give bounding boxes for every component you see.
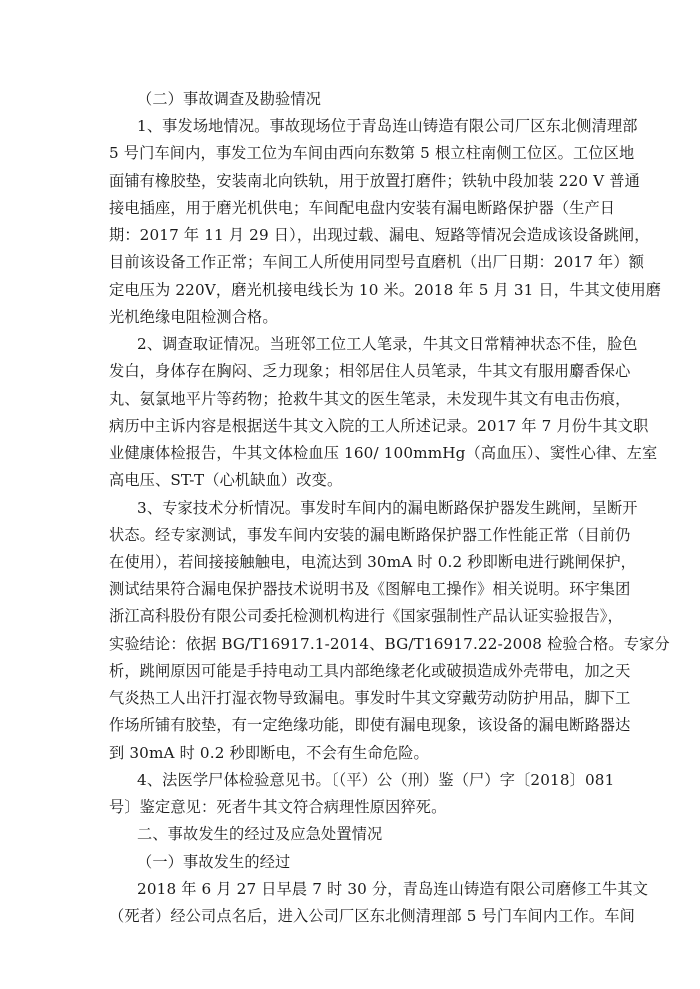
section-heading: 二、事故发生的经过及应急处置情况	[137, 825, 383, 843]
paragraph-line: 状态。经专家测试，事发车间内安装的漏电断路保护器工作性能正常（目前仍	[109, 526, 631, 544]
paragraph-line: （死者）经公司点名后，进入公司厂区东北侧清理部 5 号门车间内工作。车间	[109, 907, 635, 925]
paragraph-line: 在使用），若间接接触触电，电流达到 30mA 时 0.2 秒即断电进行跳闸保护，	[109, 553, 636, 571]
paragraph-line: 作场所铺有胶垫，有一定绝缘功能，即使有漏电现象，该设备的漏电断路器达	[109, 716, 631, 734]
paragraph-line: 4、法医学尸体检验意见书。〔（平）公（刑）鉴（尸）字〔2018〕081	[137, 771, 615, 789]
paragraph-line: 发白，身体存在胸闷、乏力现象；相邻居住人员笔录，牛其文有服用麝香保心	[109, 362, 631, 380]
paragraph-line: 析，跳闸原因可能是手持电动工具内部绝缘老化或破损造成外壳带电，加之天	[109, 662, 631, 680]
paragraph-line: 面铺有橡胶垫，安装南北向铁轨，用于放置打磨件；铁轨中段加装 220 V 普通	[109, 172, 640, 190]
paragraph-line: 目前该设备工作正常；车间工人所使用同型号直磨机（出厂日期：2017 年）额	[109, 253, 645, 271]
paragraph-line: 2018 年 6 月 27 日早晨 7 时 30 分，青岛连山铸造有限公司磨修工牛其文	[137, 880, 649, 898]
paragraph-line: 丸、氨氯地平片等药物；抢救牛其文的医生笔录，未发现牛其文有电击伤痕，	[109, 390, 631, 408]
section-heading: （二）事故调查及勘验情况	[137, 90, 322, 108]
paragraph-line: 期：2017 年 11 月 29 日），出现过载、漏电、短路等情况会造成该设备跳闸，	[109, 226, 650, 244]
subsection-heading: （一）事故发生的经过	[137, 853, 291, 871]
paragraph-line: 实验结论：依据 BG/T16917.1-2014、BG/T16917.22-2008 检验合格。专家分	[109, 635, 670, 653]
paragraph-line: 光机绝缘电阻检测合格。	[109, 308, 278, 326]
paragraph-line: 1、事发场地情况。事故现场位于青岛连山铸造有限公司厂区东北侧清理部	[137, 117, 638, 135]
paragraph-line: 到 30mA 时 0.2 秒即断电，不会有生命危险。	[109, 744, 429, 762]
paragraph-line: 浙江高科股份有限公司委托检测机构进行《国家强制性产品认证实验报告》，	[109, 607, 623, 625]
paragraph-line: 气炎热工人出汗打湿衣物导致漏电。事发时牛其文穿戴劳动防护用品，脚下工	[109, 689, 631, 707]
paragraph-line: 2、调查取证情况。当班邻工位工人笔录，牛其文日常精神状态不佳，脸色	[137, 335, 638, 353]
paragraph-line: 接电插座，用于磨光机供电；车间配电盘内安装有漏电断路保护器（生产日	[109, 199, 616, 217]
paragraph-line: 业健康体检报告，牛其文体检血压 160/ 100mmHg（高血压）、窦性心律、左室	[109, 444, 658, 462]
paragraph-line: 定电压为 220V，磨光机接电线长为 10 米。2018 年 5 月 31 日，牛其文使用磨	[109, 281, 662, 299]
paragraph-line: 病历中主诉内容是根据送牛其文入院的工人所述记录。2017 年 7 月份牛其文职	[109, 417, 649, 435]
paragraph-line: 5 号门车间内，事发工位为车间由西向东数第 5 根立柱南侧工位区。工位区地	[109, 144, 635, 162]
paragraph-line: 高电压、ST-T（心机缺血）改变。	[109, 471, 343, 489]
paragraph-line: 3、专家技术分析情况。事发时车间内的漏电断路保护器发生跳闸，呈断开	[137, 499, 638, 517]
paragraph-line: 测试结果符合漏电保护器技术说明书及《图解电工操作》相关说明。环宇集团	[109, 580, 631, 598]
paragraph-line: 号〕鉴定意见：死者牛其文符合病理性原因猝死。	[109, 798, 447, 816]
